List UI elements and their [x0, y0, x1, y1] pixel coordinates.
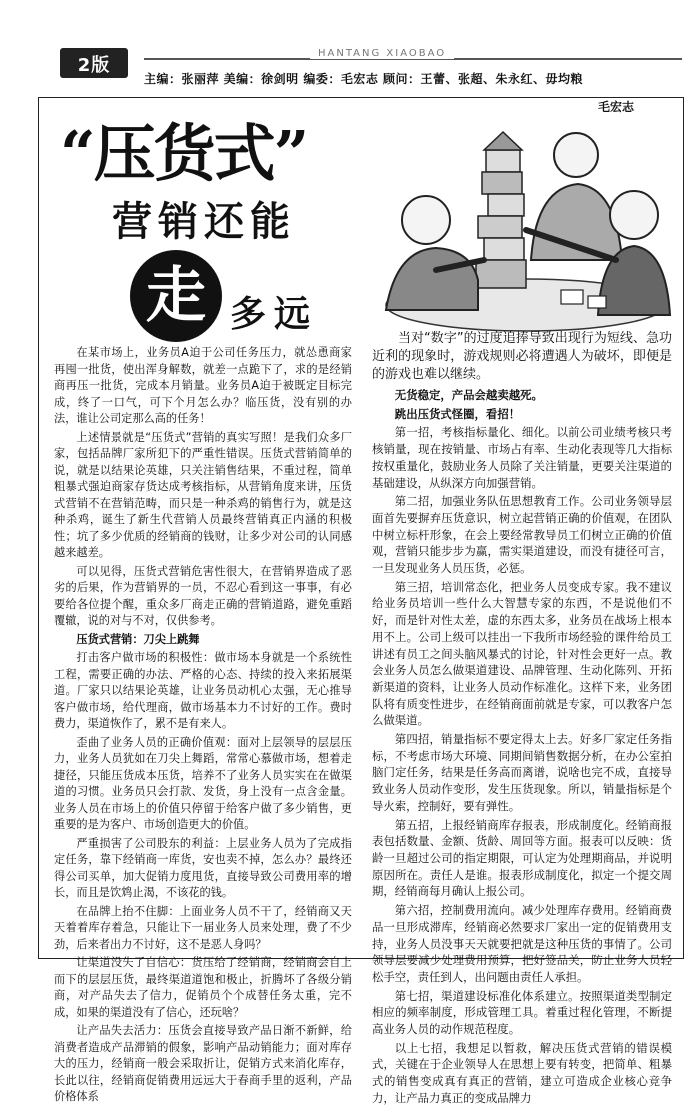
body-paragraph: 让产品失去活力：压货会直接导致产品日渐不新鲜，给消费者造成产品滞销的假象，影响产品动销能力；面对库存大的压力，经销商一般会采取折让，促销方式来消化库存，长此以往，经销商促销费用远远大于春商手里的返利，产品价格体系 — [54, 1024, 352, 1103]
body-paragraph: 第七招，渠道建设标准化体系建立。按照渠道类型制定相应的频率制度，形成管理工具。着重过程化管理，不断提高业务人员的动作规范程度。 — [372, 988, 672, 1037]
page-suffix: 版 — [91, 55, 111, 76]
headline-line1: “压货式” — [60, 117, 308, 190]
body-paragraph: 在某市场上，业务员A迫于公司任务压力，就怂恿商家再囤一批货，使出浑身解数，就差一点跪下了，求的是经销商再压一批货，完成本月销量。业务员A迫于被既定目标完成，终了一口气，可下个月怎么办？临压货，没有别的办法，谁让公司定那么高的任务！ — [54, 346, 352, 425]
editorial-credits: 主编：张丽萍 美编：徐剑明 编委：毛宏志 顾问：王蕾、张超、朱永红、毋均粮 — [144, 72, 584, 86]
left-column — [54, 345, 352, 1103]
cartoon-illustration — [366, 110, 671, 338]
brand-name: HANTANG XIAOBAO — [310, 48, 454, 59]
body-paragraph: 可以见得，压货式营销危害性很大，在营销界造成了恶劣的后果，作为营销界的一员，不忍心看到这一事事，有必要给各位提个醒，重众多厂商走正确的营销道路，避免重蹈覆辙，说的对与不对，仅供参考。 — [54, 564, 352, 627]
body-paragraph: 在品牌上抬不住脚：上面业务人员不干了，经销商又天天着着库存着急，只能让下一届业务人员来处理，费了不少劲，后来者出力不讨好，这不是恶人身吗？ — [54, 904, 352, 951]
body-paragraph: 第五招，上报经销商库存报表，形成制度化。经销商报表包括数量、金额、货龄、周回等方面。报表可以反映：货龄一旦超过公司的指定期限，可认定为处理期商品，并说明原因所在。责任人是谁。报表形成制度化，拟定一个提交周期，经销商每月确认上报公司。 — [372, 817, 672, 899]
body-paragraph: 让渠道没失了自信心：货压给了经销商，经销商会自上而下的层层压货，最终渠道道饱和极止，折腾坏了各级分销商，对产品失去了信力，促销员个个成替任务太重，完不成，如果的渠道没有了信心，还玩啥？ — [54, 956, 352, 1019]
right-column — [372, 330, 672, 1105]
lead-paragraph: 当对“数字”的过度追捧导致出现行为短线、急功近利的现象时，游戏规则必将遭遇人为破坏，即便是的游戏也难以继续。 — [372, 331, 672, 382]
body-paragraph: 歪曲了业务人员的正确价值观：面对上层领导的层层压力，业务人员犹如在刀尖上舞蹈，常常心慕做市场，想着走捷径，只能压货成本压货，培养不了业务人员实实在在做渠道的习惯。业务员只会打款、发货，身上没有一点含金量。业务人员在市场上的价值只停留于给客户做了多少销售，更重要的是为客户、市场创造更大的价值。 — [54, 735, 352, 831]
headline-line3: 多远 — [230, 293, 319, 335]
masthead — [60, 40, 682, 100]
body-paragraph: 第三招，培训常态化，把业务人员变成专家。我不建议给业务员培训一些什么大智慧专家的东西，不是说他们不好，而是针对性太差，虚的东西太多，业务员在战场上根本用不上。公司上级可以挂出一下我所市场经验的课件给员工讲述有员工之间头脑风暴式的讨论，针对性会更好一点。教会业务人员怎么做渠道建设、品牌管理、生动化陈列、开拓新渠道的资料，让业务人员动作标准化。这样下来，业务团队将有质变性进步，在经销商面前就是专家，可以教客户怎么做渠道。 — [372, 579, 672, 728]
body-paragraph: 以上七招，我想足以暂救，解决压货式营销的错误模式，关键在于企业领导人在思想上要有转变，把简单、粗暴式的销售变成真有真正的营销，建立可造成企业核心竞争力，让产品力真正的变成品牌力 — [372, 1040, 672, 1105]
body-paragraph: 第四招，销量指标不要定得太上去。好多厂家定任务指标，不考虑市场大环境、同期间销售数据分析，在办公室拍脑门定任务，结果是任务高而离谱，说啥也完不成，直接导致业务人员动作变形，发生压货现象。所以，销量指标是个导火索，控制好，要有弹性。 — [372, 732, 672, 813]
section-heading: 跳出压货式怪圈，看招！ — [394, 406, 521, 421]
body-paragraph: 严重损害了公司股东的利益：上层业务人员为了完成指定任务，靠下经销商一库货，安也卖不掉，怎么办？最终还得公司买单，加大促销力度甩货，直接导致公司费用率的增长，而且是饮鸩止渴，不该花的钱。 — [54, 836, 352, 899]
body-paragraph: 第二招，加强业务队伍思想教育工作。公司业务领导层面首先要摒弃压货意识，树立起营销正确的价值观，在团队中树立标杆形象，在会上要经常教导员工们树立正确的价值观，营销只能步步为赢，需实渠道建设，而没有捷径可言，一旦发现业务人员压货，必惩。 — [372, 494, 672, 576]
page-number-badge — [60, 48, 128, 78]
author-name: 毛宏志 — [598, 100, 635, 114]
section-heading: 压货式营销：刀尖上跳舞 — [76, 632, 200, 646]
body-paragraph: 第一招，考核指标量化、细化。以前公司业绩考核只考核销量，现在按销量、市场占有率、生动化表现等几大指标按权重量化，鼓励业务人员除了关注销量，更要关注渠道的基础建设，从纵深方向加强营销。 — [372, 425, 672, 490]
body-paragraph: 打击客户做市场的积极性：做市场本身就是一个系统性工程，需要正确的办法、严格的心态、持续的投入来拓展渠道。厂家只以结果论英雄，让业务员动机心太强，无心推导客户做市场，给代理商，做市场基本力不讨好的工作。费时费力，渠道恢作了，累不是有来人。 — [54, 651, 352, 730]
headline-circle-character: 走 — [130, 250, 222, 342]
body-paragraph: 上述情景就是“压货式”营销的真实写照！是我们众多厂家，包括品牌厂家所犯下的严重性错误。压货式营销简单的说，就是以结果论英雄，只关注销售结果，不重过程，简单粗暴式强迫商家存货达成考核指标，从营销角度来讲，压货式营销不在营销范畴，而只是一种杀鸡的销售行为，就是这种杀鸡，诞生了新生代营销人员最终营销真正内涵的积极性；坑了多少优质的经销商的钱财，让多少对公司的认同感越来越差。 — [54, 430, 352, 559]
headline-line2: 营销还能 — [112, 198, 296, 245]
body-paragraph: 第六招，控制费用流向。减少处理库存费用。经销商费品一旦形成滞库，经销商必然要求厂家出一定的促销费用支持，业务人员没事天天就要把就是这种压货的事情了。公司领导层要减少处理费用预算，把好签品关，防止业务人员轻松手空，责任到人，出问题由责任人承担。 — [372, 903, 672, 984]
section-heading: 无货稳定，产品会越卖越死。 — [394, 388, 543, 402]
page-number: 2 — [77, 55, 92, 76]
